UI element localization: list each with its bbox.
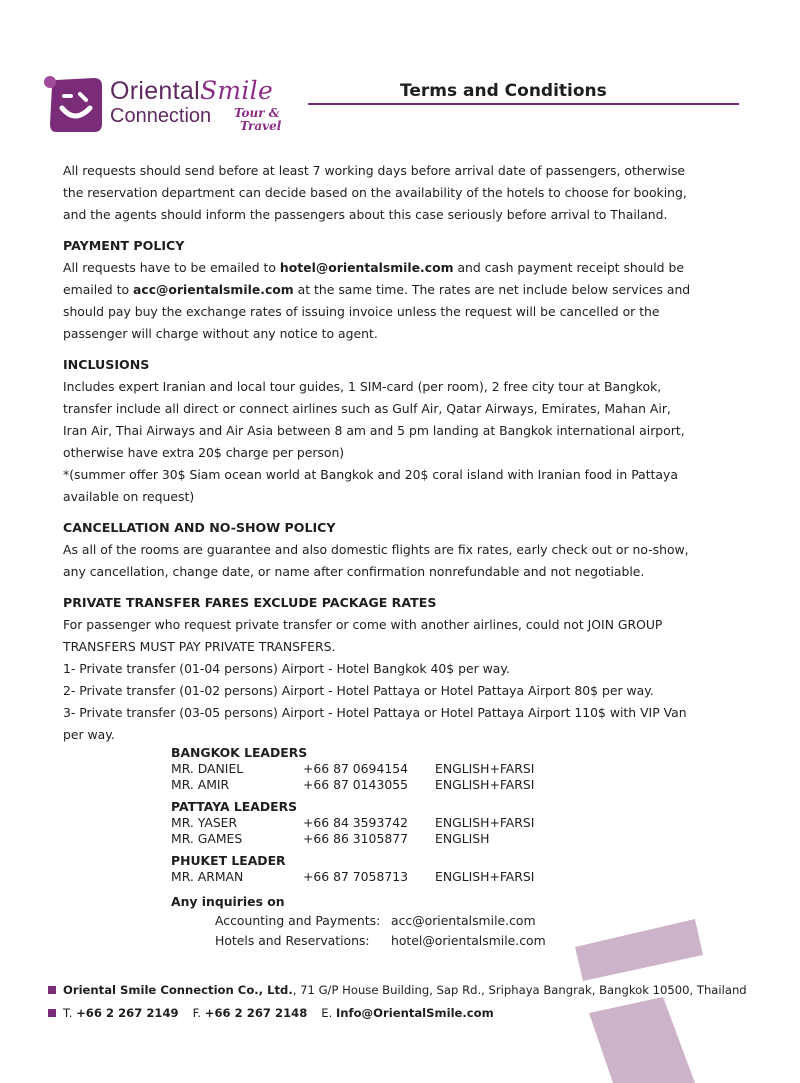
leader-name: MR. AMIR [171,777,230,792]
title-underline [308,103,739,105]
hotel-email-link[interactable]: hotel@orientalsmile.com [279,260,454,275]
intro-paragraph: All requests should send before at least 7 working days before arrival date of passengers, otherwise the reservation department can decide based on the availability of the hotels to choose for booking, and the agents should inform the passengers about this case seriously before arrival to Thailand. [63,163,687,222]
leader-name: MR. GAMES [171,831,243,846]
footer-address [48,983,747,997]
inclusions-paragraph: Includes expert Iranian and local tour guides, 1 SIM-card (per room), 2 free city tour at Bangkok, transfer include all direct or connect airlines such as Gulf Air, Qatar Airways, Emirates, Mahan Air, Iran Air, Thai Airways and Air Asia between 8 am and 5 pm landing at Bangkok international airport, otherwise have extra 20$ charge per person) [63,379,685,460]
company-address: , 71 G/P House Building, Sap Rd., Sriphaya Bangrak, Bangkok 10500, Thailand [292,983,747,997]
inquiry-email-link[interactable]: acc@orientalsmile.com [391,913,536,928]
leader-group-pattaya [171,799,591,847]
summer-offer-paragraph: *(summer offer 30$ Siam ocean world at Bangkok and 20$ coral island with Iranian food in Pattaya available on request) [63,467,678,504]
leader-row [171,831,591,847]
leader-group-bangkok [171,745,591,793]
leader-language: ENGLISH+FARSI [435,815,535,830]
footer-email: E. Info@OrientalSmile.com [321,1006,494,1020]
fax-number: +66 2 267 2148 [204,1006,308,1020]
leader-language: ENGLISH+FARSI [435,761,535,776]
leader-language: ENGLISH+FARSI [435,777,535,792]
inquiry-label: Accounting and Payments: [215,913,381,928]
inquiry-row [171,931,591,951]
cancellation-heading: CANCELLATION AND NO-SHOW POLICY [63,520,336,535]
logo-wordmark-bottom: Connection [110,105,212,127]
footer-fax: F. +66 2 267 2148 [192,1006,308,1020]
contact-email-link[interactable]: Info@OrientalSmile.com [335,1006,494,1020]
inquiry-label: Hotels and Reservations: [215,933,370,948]
company-name: Oriental Smile Connection Co., Ltd. [63,983,293,997]
square-bullet-icon [48,986,56,994]
inclusions-heading: INCLUSIONS [63,357,150,372]
transfer-item: 2- Private transfer (01-02 persons) Airport - Hotel Pattaya or Hotel Pattaya Airport 80$ per way. [63,683,654,698]
company-logo [42,72,292,138]
leader-name: MR. ARMAN [171,869,244,884]
leader-phone[interactable]: +66 87 0694154 [303,761,408,776]
smile-logo-icon [42,72,108,138]
leader-group-heading: PATTAYA LEADERS [171,799,298,814]
leader-phone[interactable]: +66 87 7058713 [303,869,408,884]
leader-group-heading: PHUKET LEADER [171,853,286,868]
page-title: Terms and Conditions [400,81,607,101]
transfer-item: 1- Private transfer (01-04 persons) Airport - Hotel Bangkok 40$ per way. [63,661,510,676]
inquiry-row [171,911,591,931]
leader-language: ENGLISH+FARSI [435,869,535,884]
payment-heading: PAYMENT POLICY [63,238,185,253]
square-bullet-icon [48,1009,56,1017]
leader-row [171,815,591,831]
cancellation-paragraph: As all of the rooms are guarantee and also domestic flights are fix rates, early check out or no-show, any cancellation, change date, or name after confirmation nonrefundable and not negotiable. [63,542,689,579]
leader-row [171,869,591,885]
logo-wordmark-top: OrientalSmile [110,76,274,105]
payment-paragraph: All requests have to be emailed to hotel@orientalsmile.com and cash payment receipt should be emailed to acc@orientalsmile.com at the same time. The rates are net include below services and should pay buy the exchange rates of issuing invoice unless the request will be cancelled or the passenger will charge without any notice to agent. [63,260,691,341]
inquiry-email-link[interactable]: hotel@orientalsmile.com [391,933,546,948]
transfer-item: 3- Private transfer (03-05 persons) Airport - Hotel Pattaya or Hotel Pattaya Airport 110$ with VIP Van per way. [63,705,687,742]
leader-language: ENGLISH [435,831,490,846]
transfer-paragraph: For passenger who request private transfer or come with another airlines, could not JOIN GROUP TRANSFERS MUST PAY PRIVATE TRANSFERS. [63,617,663,654]
inquiries-heading: Any inquiries on [171,894,285,909]
footer-contacts [48,1006,508,1020]
leader-group-heading: BANGKOK LEADERS [171,745,308,760]
leader-name: MR. DANIEL [171,761,244,776]
leader-phone[interactable]: +66 87 0143055 [303,777,408,792]
leader-phone[interactable]: +66 86 3105877 [303,831,408,846]
leader-row [171,777,591,793]
terms-content [63,160,693,746]
logo-tagline: Tour & Travel [234,106,282,133]
tour-leaders-list [171,745,591,951]
acc-email-link[interactable]: acc@orientalsmile.com [132,282,294,297]
transfer-heading: PRIVATE TRANSFER FARES EXCLUDE PACKAGE RATES [63,595,437,610]
leader-name: MR. YASER [171,815,238,830]
leader-group-phuket [171,853,591,885]
leader-row [171,761,591,777]
decorative-corner-shape [575,915,800,1083]
phone-number[interactable]: +66 2 267 2149 [76,1006,179,1020]
leader-phone[interactable]: +66 84 3593742 [303,815,408,830]
footer-phone: T. +66 2 267 2149 [63,1006,179,1020]
